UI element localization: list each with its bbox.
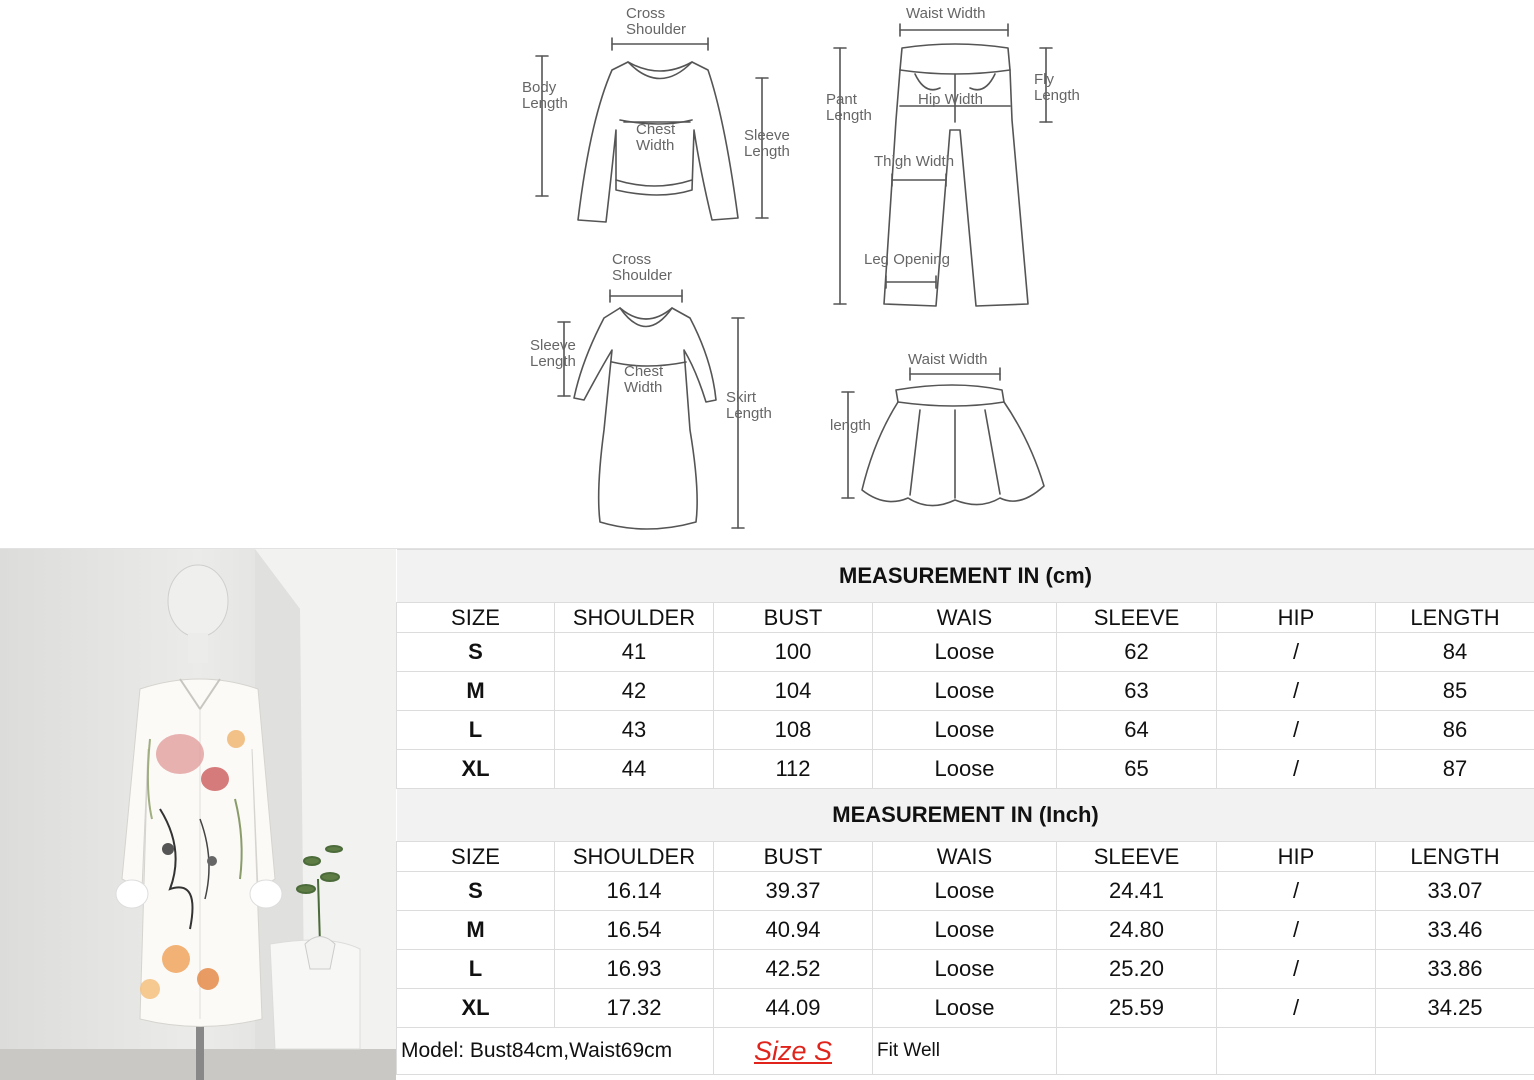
table-cell: Loose [873, 989, 1057, 1028]
column-header: HIP [1217, 603, 1376, 633]
table-cell: 104 [714, 672, 873, 711]
table-cell: 44 [555, 750, 714, 789]
label-sleeve-length-top-1: Sleeve [744, 127, 790, 144]
table-cell: 24.80 [1057, 911, 1217, 950]
model-measurements: Model: Bust84cm,Waist69cm [397, 1028, 714, 1075]
label-thigh-width: Thigh Width [874, 153, 955, 170]
dress-sketch [574, 308, 716, 529]
table-cell: 62 [1057, 633, 1217, 672]
table-cell: Loose [873, 672, 1057, 711]
table-cell: 64 [1057, 711, 1217, 750]
column-header: BUST [714, 603, 873, 633]
label-sleeve-length-bottom-1: Sleeve [530, 337, 576, 354]
table-cell: 86 [1376, 711, 1534, 750]
table-cell: 43 [555, 711, 714, 750]
table-cell: 17.32 [555, 989, 714, 1028]
label-cross-shoulder-bottom-1: Cross [612, 251, 652, 268]
label-waist-width-skirt: Waist Width [908, 351, 988, 368]
label-leg-opening: Leg Opening [864, 251, 950, 268]
table-row [397, 750, 1534, 789]
table-cell: Loose [873, 950, 1057, 989]
table-cell: Loose [873, 633, 1057, 672]
label-chest-width-bottom-2: Width [624, 379, 663, 396]
size-cell: L [397, 950, 555, 989]
mannequin-shirt-image [0, 549, 396, 1080]
table-cell: Loose [873, 711, 1057, 750]
label-pant-length-1: Pant [826, 91, 857, 108]
table-cell: / [1217, 672, 1376, 711]
table-title-row [397, 789, 1534, 842]
label-chest-width-bottom-1: Chest [624, 363, 664, 380]
column-header: BUST [714, 842, 873, 872]
size-chart-table [396, 549, 1534, 1075]
label-skirt-length-1: Skirt [726, 389, 756, 406]
empty-cell [1376, 1028, 1534, 1075]
size-cell: L [397, 711, 555, 750]
size-cell: XL [397, 750, 555, 789]
table-row [397, 872, 1534, 911]
table-cell: / [1217, 872, 1376, 911]
label-sleeve-length-bottom-2: Length [530, 353, 576, 370]
label-cross-shoulder-top-1: Cross [626, 5, 666, 22]
table-cell: 25.20 [1057, 950, 1217, 989]
table-cell: / [1217, 950, 1376, 989]
table-title: MEASUREMENT IN (Inch) [397, 789, 1534, 842]
table-cell: Loose [873, 911, 1057, 950]
label-skirt-length-2: Length [726, 405, 772, 422]
table-cell: 84 [1376, 633, 1534, 672]
size-cell: XL [397, 989, 555, 1028]
column-header: WAIS [873, 603, 1057, 633]
table-row [397, 711, 1534, 750]
column-header: SHOULDER [555, 842, 714, 872]
table-cell: / [1217, 711, 1376, 750]
table-cell: 42.52 [714, 950, 873, 989]
table-row [397, 911, 1534, 950]
table-cell: 24.41 [1057, 872, 1217, 911]
column-header: SIZE [397, 603, 555, 633]
table-cell: 33.86 [1376, 950, 1534, 989]
size-cell: M [397, 911, 555, 950]
label-waist-width-pants: Waist Width [906, 5, 986, 22]
empty-cell [1217, 1028, 1376, 1075]
table-cell: 34.25 [1376, 989, 1534, 1028]
label-pant-length-2: Length [826, 107, 872, 124]
table-cell: 100 [714, 633, 873, 672]
table-cell: 41 [555, 633, 714, 672]
table-header-row [397, 603, 1534, 633]
label-fly-length-2: Length [1034, 87, 1080, 104]
label-cross-shoulder-top-2: Shoulder [626, 21, 687, 38]
table-cell: 108 [714, 711, 873, 750]
fit-note: Fit Well [873, 1028, 1057, 1075]
column-header: LENGTH [1376, 603, 1534, 633]
label-skirt-length-short: length [830, 417, 871, 434]
label-body-length-2: Length [522, 95, 568, 112]
table-row [397, 633, 1534, 672]
column-header: SHOULDER [555, 603, 714, 633]
table-cell: 44.09 [714, 989, 873, 1028]
table-title: MEASUREMENT IN (cm) [397, 550, 1534, 603]
label-fly-length-1: Fly [1034, 71, 1054, 88]
label-chest-width-top-1: Chest [636, 121, 676, 138]
table-cell: Loose [873, 872, 1057, 911]
table-cell: 65 [1057, 750, 1217, 789]
table-cell: 25.59 [1057, 989, 1217, 1028]
size-chart [396, 549, 1534, 1080]
table-cell: Loose [873, 750, 1057, 789]
table-cell: 16.54 [555, 911, 714, 950]
column-header: WAIS [873, 842, 1057, 872]
label-chest-width-top-2: Width [636, 137, 675, 154]
model-info-row [397, 1028, 1534, 1075]
column-header: SLEEVE [1057, 603, 1217, 633]
column-header: SLEEVE [1057, 842, 1217, 872]
table-cell: / [1217, 750, 1376, 789]
table-cell: 63 [1057, 672, 1217, 711]
column-header: HIP [1217, 842, 1376, 872]
size-cell: S [397, 633, 555, 672]
table-cell: 40.94 [714, 911, 873, 950]
empty-cell [1057, 1028, 1217, 1075]
table-cell: 87 [1376, 750, 1534, 789]
label-body-length-1: Body [522, 79, 557, 96]
table-cell: / [1217, 989, 1376, 1028]
product-photo [0, 549, 396, 1080]
table-cell: 33.07 [1376, 872, 1534, 911]
table-header-row [397, 842, 1534, 872]
model-size: Size S [714, 1028, 873, 1075]
table-cell: 39.37 [714, 872, 873, 911]
size-cell: M [397, 672, 555, 711]
table-row [397, 989, 1534, 1028]
table-cell: 85 [1376, 672, 1534, 711]
table-cell: 42 [555, 672, 714, 711]
table-cell: / [1217, 911, 1376, 950]
table-cell: 16.93 [555, 950, 714, 989]
skirt-sketch [862, 385, 1044, 506]
table-cell: 112 [714, 750, 873, 789]
label-hip-width: Hip Width [918, 91, 984, 108]
label-cross-shoulder-bottom-2: Shoulder [612, 267, 673, 284]
table-cell: 16.14 [555, 872, 714, 911]
table-cell: 33.46 [1376, 911, 1534, 950]
column-header: SIZE [397, 842, 555, 872]
label-sleeve-length-top-2: Length [744, 143, 790, 160]
table-cell: / [1217, 633, 1376, 672]
table-row [397, 950, 1534, 989]
size-cell: S [397, 872, 555, 911]
column-header: LENGTH [1376, 842, 1534, 872]
table-row [397, 672, 1534, 711]
table-title-row [397, 550, 1534, 603]
